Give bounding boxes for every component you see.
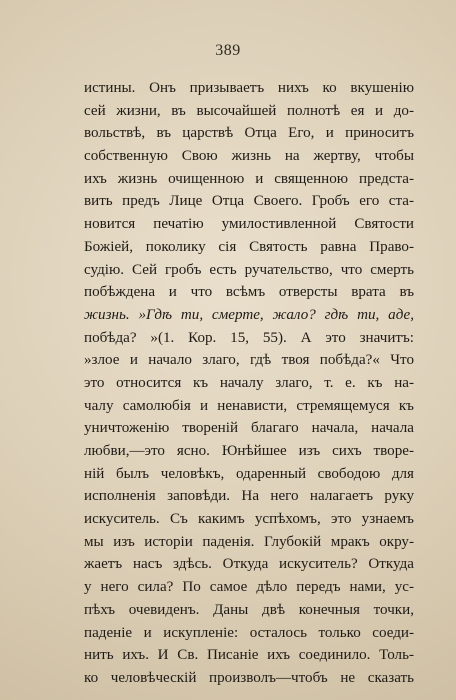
- text-line: жаетъ насъ здѣсь. Откуда искуситель? Откуда: [84, 556, 414, 573]
- text-line: побѣда? »(1. Кор. 15, 55). А это значитъ:: [84, 329, 414, 346]
- text-line: исполненія заповѣди. На него налагаетъ руку: [84, 488, 414, 505]
- text-line: собственную Свою жизнь на жертву, чтобы: [84, 148, 414, 165]
- body-text: [84, 77, 414, 690]
- text-line: искуситель. Съ какимъ успѣхомъ, это узнаемъ: [84, 511, 414, 528]
- text-line: это относится къ началу злаго, т. е. къ на-: [84, 374, 414, 391]
- text-line: вольствѣ, въ царствѣ Отца Его, и приноситъ: [84, 125, 414, 142]
- text-line: чалу самолюбія и ненависти, стремящемуся къ: [84, 397, 414, 414]
- text-line: ній былъ человѣкъ, одаренный свободою для: [84, 465, 414, 482]
- text-line: сей жизни, въ высочайшей полнотѣ ея и до-: [84, 102, 414, 119]
- text-line: пѣхъ очевиденъ. Даны двѣ конечныя точки,: [84, 601, 414, 618]
- text-line: новится печатію умилостивленной Святости: [84, 216, 414, 233]
- text-line: уничтоженію твореній благаго начала, начала: [84, 420, 414, 437]
- text-line: мы изъ исторіи паденія. Глубокій мракъ окру-: [84, 533, 414, 550]
- text-line: вить предъ Лице Отца Своего. Гробъ его ста-: [84, 193, 414, 210]
- text-line: у него сила? По самое дѣло передъ нами, ус-: [84, 579, 414, 596]
- text-line: »злое и начало злаго, гдѣ твоя побѣда?« Что: [84, 352, 414, 369]
- text-line: нить ихъ. И Св. Писаніе ихъ соединило. Толь-: [84, 647, 414, 664]
- text-line: жизнь. »Гдѣ ти, смерте, жало? гдѣ ти, аде,: [84, 306, 414, 323]
- text-line: ихъ жизнь очищенною и священною предста-: [84, 170, 414, 187]
- text-line: судію. Сей гробъ есть ручательство, что смерть: [84, 261, 414, 278]
- text-line: истины. Онъ призываетъ нихъ ко вкушенію: [84, 80, 414, 96]
- text-line: ко человѣческій произволъ—чтобъ не сказать: [84, 669, 414, 686]
- text-line: побѣждена и что всѣмъ отверсты врата въ: [84, 284, 414, 301]
- text-line: Божiей, поколику сія Святость равна Право-: [84, 238, 414, 255]
- page-number: 389: [215, 42, 241, 59]
- text-line: любви,—это ясно. Юнѣйшее изъ сихъ творе-: [84, 443, 414, 459]
- text-line: паденіе и искупленіе: осталось только соеди-: [84, 624, 414, 641]
